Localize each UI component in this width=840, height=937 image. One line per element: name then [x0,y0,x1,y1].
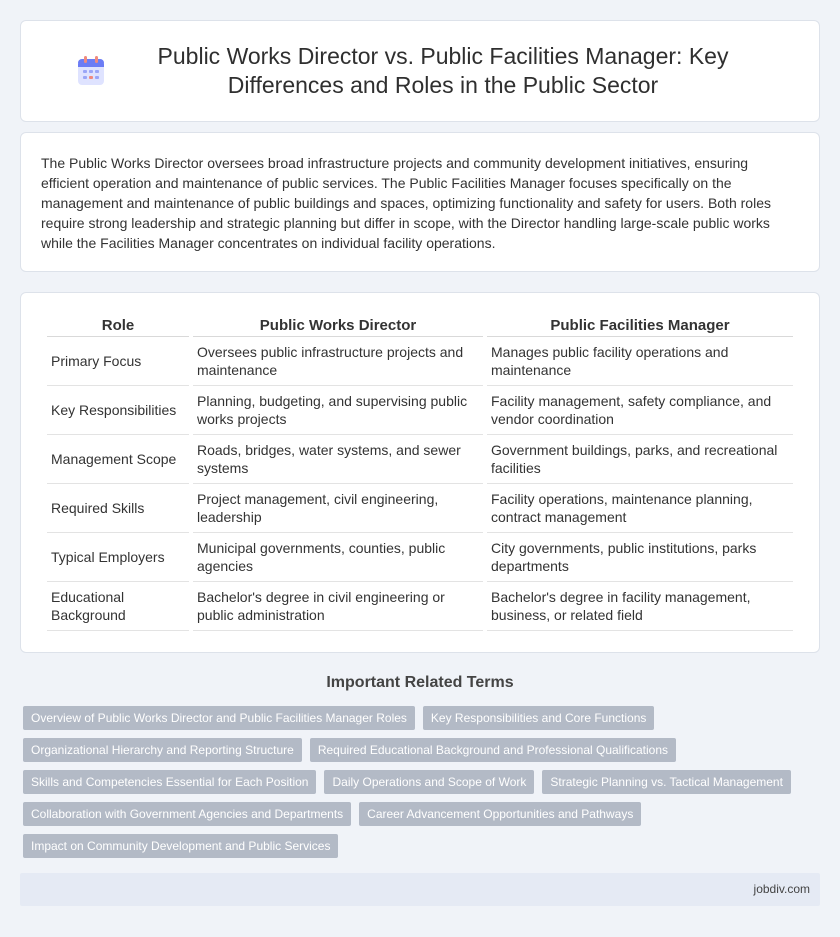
related-term-tag[interactable]: Skills and Competencies Essential for Each Position [23,770,316,794]
title-wrap [77,42,763,100]
footer [20,873,820,906]
director-cell: Project management, civil engineering, leadership [193,484,483,533]
table-header-row [47,313,793,337]
intro-paragraph: The Public Works Director oversees broad infrastructure projects and community development initiatives, ensuring efficient operation and maintenance of public services. The Public Facilities Manager focuses specifically on the management and maintenance of public buildings and spaces, optimizing functionality and safety for users. Both roles require strong leadership and strategic planning but differ in scope, with the Director handling large-scale public works while the Facilities Manager concentrates on individual facility operations. [41,155,771,251]
table-row [47,435,793,484]
related-term-tag[interactable]: Impact on Community Development and Public Services [23,834,338,858]
director-cell: Oversees public infrastructure projects and maintenance [193,337,483,386]
row-label: Key Responsibilities [47,386,189,435]
table-row [47,386,793,435]
table-row [47,484,793,533]
related-terms-title: Important Related Terms [326,674,514,691]
director-cell: Municipal governments, counties, public agencies [193,533,483,582]
row-label: Required Skills [47,484,189,533]
manager-cell: Bachelor's degree in facility management, business, or related field [487,582,793,631]
comparison-table [43,313,797,631]
page-title: Public Works Director vs. Public Facilities Manager: Key Differences and Roles in the Public Sector [157,43,729,98]
related-terms-list [23,706,823,858]
row-label: Typical Employers [47,533,189,582]
comparison-table-card [20,292,820,653]
related-term-tag[interactable]: Career Advancement Opportunities and Pathways [359,802,641,826]
row-label: Educational Background [47,582,189,631]
director-cell: Planning, budgeting, and supervising public works projects [193,386,483,435]
manager-cell: Government buildings, parks, and recreational facilities [487,435,793,484]
related-term-tag[interactable]: Required Educational Background and Professional Qualifications [310,738,676,762]
related-term-tag[interactable]: Organizational Hierarchy and Reporting Structure [23,738,302,762]
director-cell: Bachelor's degree in civil engineering or public administration [193,582,483,631]
director-cell: Roads, bridges, water systems, and sewer systems [193,435,483,484]
footer-site-link[interactable]: jobdiv.com [753,882,810,896]
related-term-tag[interactable]: Strategic Planning vs. Tactical Management [542,770,791,794]
intro-card [20,132,820,272]
table-row [47,582,793,631]
header-role: Role [47,313,189,337]
manager-cell: Facility management, safety compliance, and vendor coordination [487,386,793,435]
related-term-tag[interactable]: Daily Operations and Scope of Work [324,770,534,794]
manager-cell: Manages public facility operations and maintenance [487,337,793,386]
row-label: Management Scope [47,435,189,484]
header-public-works-director: Public Works Director [193,313,483,337]
row-label: Primary Focus [47,337,189,386]
header-public-facilities-manager: Public Facilities Manager [487,313,793,337]
header-card [20,20,820,122]
related-term-tag[interactable]: Overview of Public Works Director and Public Facilities Manager Roles [23,706,415,730]
calendar-icon [77,56,105,86]
manager-cell: Facility operations, maintenance planning, contract management [487,484,793,533]
manager-cell: City governments, public institutions, parks departments [487,533,793,582]
related-term-tag[interactable]: Collaboration with Government Agencies and Departments [23,802,351,826]
table-row [47,533,793,582]
table-row [47,337,793,386]
related-term-tag[interactable]: Key Responsibilities and Core Functions [423,706,654,730]
